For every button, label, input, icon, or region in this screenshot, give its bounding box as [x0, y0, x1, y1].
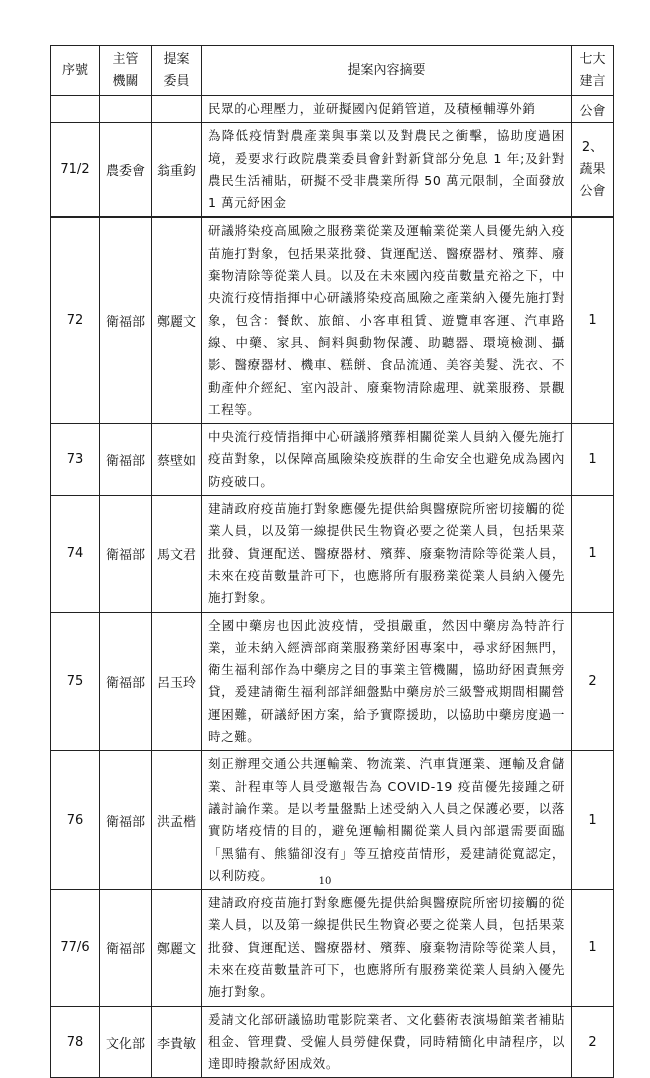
- cell-proposer: 馬文君: [152, 496, 202, 612]
- cell-summary: 刻正辦理交通公共運輸業、物流業、汽車貨運業、運輸及倉儲業、計程車等人員受邀報告為 COVID-19 疫苗優先接踵之研議討論作業。是以考量盤點上述受納入人員之保護必要，以落實防堵疫情的目的，避免運輸相關從業人員內部還需要面臨「黑貓有、熊貓卻沒有」等互搶疫苗情形，爰建請從寬認定，以利防疫。: [202, 751, 572, 890]
- table-row: [51, 496, 614, 612]
- cell-no: 72: [51, 217, 100, 423]
- header-agency: 主管 機關: [100, 46, 152, 96]
- cell-summary: 為降低疫情對農產業與事業以及對農民之衝擊，協助度過困境，爰要求行政院農業委員會針對新貸部分免息 1 年;及針對農民生活補貼，研擬不受非農業所得 50 萬元限制，全面發放 1 萬元紓困金: [202, 123, 572, 218]
- cell-suggestion: 1: [572, 217, 614, 423]
- cell-agency: 文化部: [100, 1006, 152, 1078]
- cell-summary: 研議將染疫高風險之服務業從業及運輸業從業人員優先納入疫苗施打對象，包括果菜批發、貨運配送、醫療器材、殯葬、廢棄物清除等從業人員。以及在未來國內疫苗數量充裕之下，中央流行疫情指揮中心研議將染疫高風險之產業納入優先施打對象，包含：餐飲、旅館、小客車租賃、遊覽車客運、汽車路線、中藥、家具、飼料與動物保護、助聽器、環境檢測、攝影、醫療器材、機車、糕餅、食品流通、美容美髮、洗衣、不動產仲介經紀、室內設計、廢棄物清除處理、就業服務、景觀工程等。: [202, 217, 572, 423]
- cell-agency: 衛福部: [100, 890, 152, 1006]
- cell-proposer: 蔡壁如: [152, 424, 202, 496]
- cell-suggestion: 1: [572, 751, 614, 890]
- cell-summary: 中央流行疫情指揮中心研議將殯葬相關從業人員納入優先施打疫苗對象，以保障高風險染疫族群的生命安全也避免成為國內防疫破口。: [202, 424, 572, 496]
- table-row: [51, 424, 614, 496]
- cell-no: 75: [51, 612, 100, 751]
- cell-proposer: 鄭麗文: [152, 217, 202, 423]
- cell-proposer: 洪孟楷: [152, 751, 202, 890]
- cell-summary: 民眾的心理壓力，並研擬國內促銷管道，及積極輔導外銷: [202, 96, 572, 123]
- cell-no: 74: [51, 496, 100, 612]
- cell-agency: 衛福部: [100, 496, 152, 612]
- cell-summary: 全國中藥房也因此波疫情，受損嚴重，然因中藥房為特許行業，並未納入經濟部商業服務業紓困專案中，尋求紓困無門，衛生福利部作為中藥房之目的事業主管機關，協助紓困責無旁貸，爰建請衛生福利部詳細盤點中藥房於三級警戒期間相關營運困難，研議紓困方案，給予實際援助，以協助中藥房度過一時之難。: [202, 612, 572, 751]
- cell-proposer: 鄭麗文: [152, 890, 202, 1006]
- table-row: [51, 890, 614, 1006]
- cell-agency: [100, 96, 152, 123]
- proposal-table: [50, 45, 614, 1078]
- page-number: 10: [318, 876, 332, 887]
- table-row: [51, 612, 614, 751]
- cell-agency: 衛福部: [100, 612, 152, 751]
- table-row: [51, 96, 614, 123]
- header-suggestion: 七大 建言: [572, 46, 614, 96]
- cell-proposer: [152, 96, 202, 123]
- cell-suggestion: 2: [572, 1006, 614, 1078]
- cell-proposer: 翁重鈞: [152, 123, 202, 218]
- cell-summary: 建請政府疫苗施打對象應優先提供給與醫療院所密切接觸的從業人員，以及第一線提供民生物資必要之從業人員，包括果菜批發、貨運配送、醫療器材、殯葬、廢棄物清除等從業人員，未來在疫苗數量許可下，也應將所有服務業從業人員納入優先施打對象。: [202, 890, 572, 1006]
- header-summary: 提案內容摘要: [202, 46, 572, 96]
- table-row: [51, 123, 614, 218]
- cell-proposer: 呂玉玲: [152, 612, 202, 751]
- cell-suggestion: 1: [572, 424, 614, 496]
- cell-no: 77/6: [51, 890, 100, 1006]
- cell-suggestion: 公會: [572, 96, 614, 123]
- table-header-row: [51, 46, 614, 96]
- cell-agency: 衛福部: [100, 751, 152, 890]
- cell-agency: 衛福部: [100, 217, 152, 423]
- cell-no: 78: [51, 1006, 100, 1078]
- cell-summary: 建請政府疫苗施打對象應優先提供給與醫療院所密切接觸的從業人員，以及第一線提供民生物資必要之從業人員，包括果菜批發、貨運配送、醫療器材、殯葬、廢棄物清除等從業人員，未來在疫苗數量許可下，也應將所有服務業從業人員納入優先施打對象。: [202, 496, 572, 612]
- cell-agency: 農委會: [100, 123, 152, 218]
- cell-proposer: 李貴敏: [152, 1006, 202, 1078]
- table-row: [51, 1006, 614, 1078]
- cell-summary: 爰請文化部研議協助電影院業者、文化藝術表演場館業者補貼租金、管理費、受僱人員勞健保費，同時精簡化申請程序，以達即時撥款紓困成效。: [202, 1006, 572, 1078]
- header-proposer: 提案 委員: [152, 46, 202, 96]
- cell-no: 73: [51, 424, 100, 496]
- cell-no: [51, 96, 100, 123]
- cell-agency: 衛福部: [100, 424, 152, 496]
- table-row: [51, 217, 614, 423]
- cell-suggestion: 2: [572, 612, 614, 751]
- header-no: 序號: [51, 46, 100, 96]
- cell-suggestion: 1: [572, 496, 614, 612]
- cell-suggestion: 2、蔬果公會: [572, 123, 614, 218]
- table-row: [51, 751, 614, 890]
- cell-no: 76: [51, 751, 100, 890]
- cell-no: 71/2: [51, 123, 100, 218]
- cell-suggestion: 1: [572, 890, 614, 1006]
